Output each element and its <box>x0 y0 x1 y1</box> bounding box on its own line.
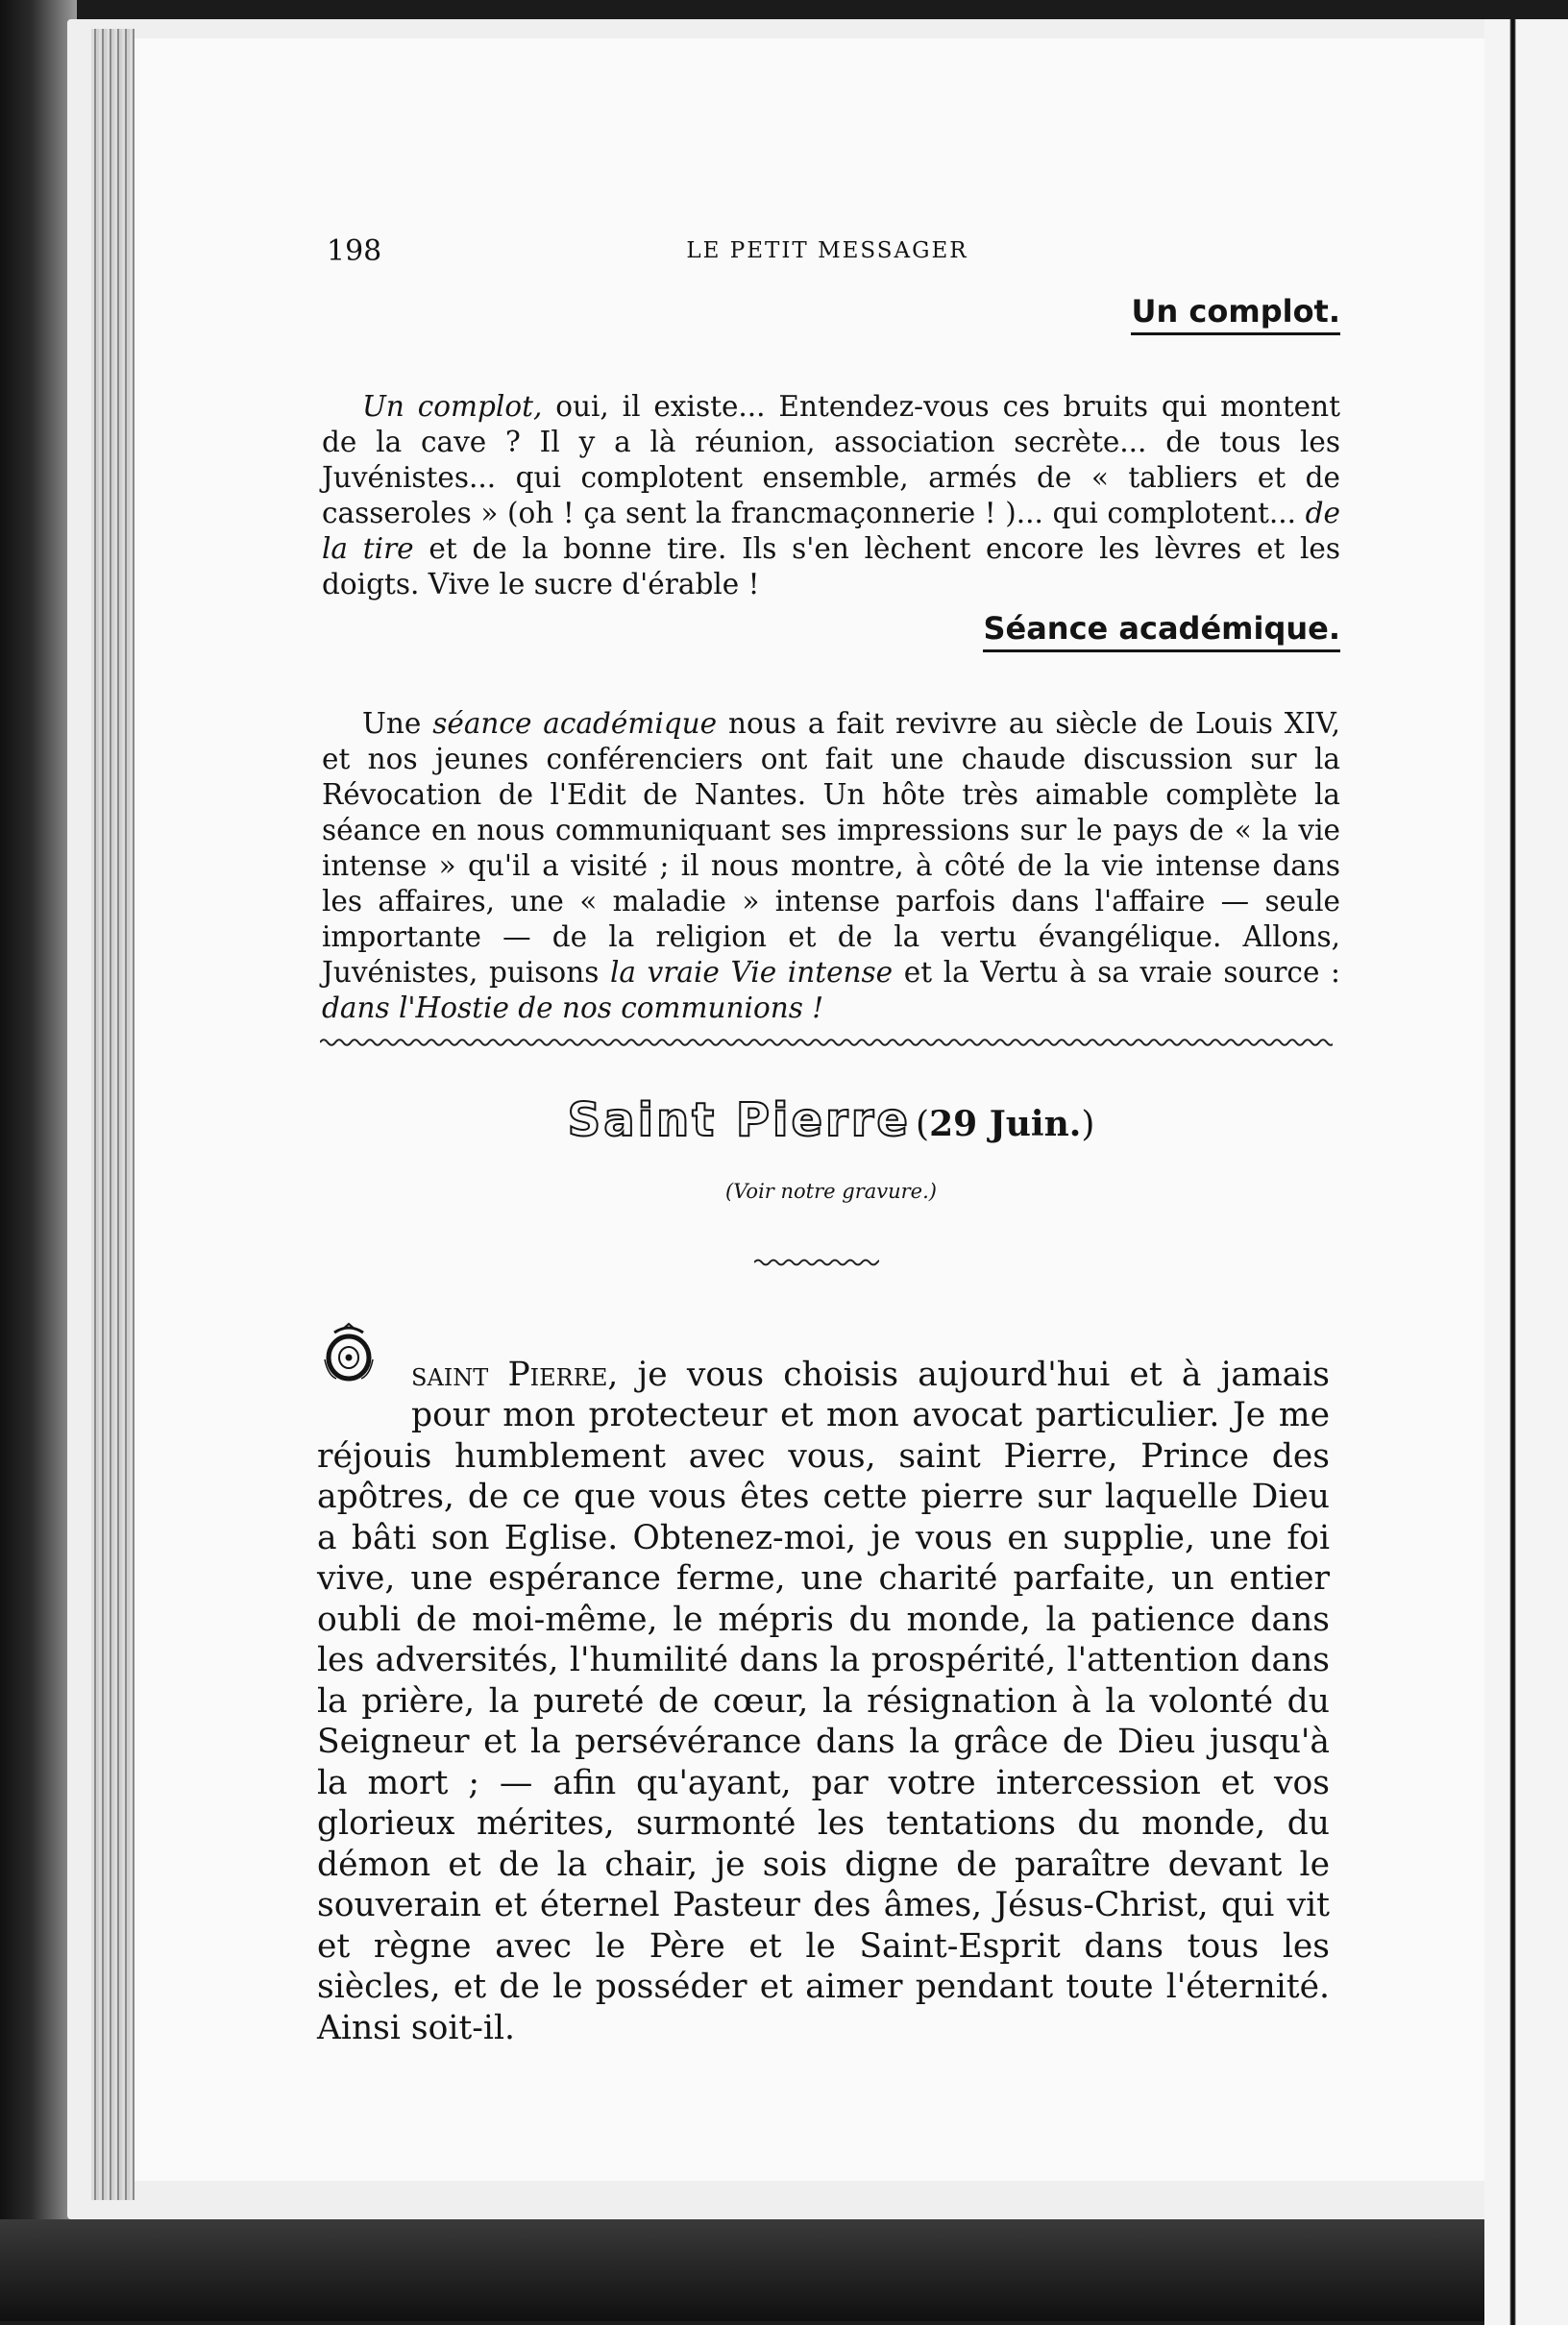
scan-background-left <box>0 0 77 2321</box>
prayer-text <box>317 1355 1330 2049</box>
paragraph <box>322 706 1340 1026</box>
small-wave-ornament <box>754 1257 879 1268</box>
small-caps-lead: saint Pierre <box>411 1355 608 1394</box>
paren: ) <box>1081 1105 1095 1144</box>
italic-phrase: de la tire <box>322 496 1340 565</box>
italic-phrase: dans l'Hostie de nos communions ! <box>322 991 824 1024</box>
engraving-note: (Voir notre gravure.) <box>725 1180 937 1203</box>
text-run: oui, il existe... Entendez-vous ces bruits qui montent de la cave ? Il y a là réunion, association secrète... de tous les Juvénistes... qui complotent ensemble, armés de « tabliers et de casseroles » (oh ! ça sent la francmaçonnerie ! )... qui complotent... <box>322 389 1340 529</box>
section-heading: Un complot. <box>1131 293 1340 335</box>
scan-background-bottom <box>0 2219 1484 2321</box>
italic-phrase: la vraie Vie intense <box>609 955 894 989</box>
wave-divider <box>320 1036 1333 1049</box>
paragraph <box>322 389 1340 602</box>
italic-phrase: séance académique <box>432 706 718 740</box>
feast-date: 29 Juin. <box>929 1104 1082 1144</box>
facing-page-edge <box>1484 19 1568 2325</box>
text-run: nous a fait revivre au siècle de Louis XIV, et nos jeunes conférenciers ont fait une chaude discussion sur la Révocation de l'Edit de Nantes. Un hôte très aimable complète la séance en nous communiquant ses impressions sur le pays de « la vie intense » qu'il a visité ; il nous montre, à côté de la vie intense dans les affaires, une « maladie » intense parfois dans l'affaire — seule importante — de la religion et de la vertu évangélique. Allons, Juvénistes, puisons <box>322 706 1340 989</box>
running-head <box>327 234 1328 273</box>
italic-phrase: Un complot, <box>362 389 543 423</box>
text-run: et de la bonne tire. Ils s'en lèchent encore les lèvres et les doigts. Vive le sucre d'érable ! <box>322 531 1340 600</box>
page-edges <box>91 29 135 2200</box>
saint-name: Saint Pierre <box>567 1093 911 1147</box>
text-run: , je vous choisis aujourd'hui et à jamais pour mon protecteur et mon avocat particulier. Je me réjouis humblement avec vous, saint Pierre, Prince des apôtres, de ce que vous êtes cette pierre sur laquelle Dieu a bâti son Eglise. Obtenez-moi, je vous en supplie, une foi vive, une espérance ferme, une charité parfaite, un entier oubli de moi-même, le mépris du monde, la patience dans les adversités, l'humilité dans la prospérité, l'attention dans la prière, la pureté de cœur, la résignation à la volonté du Seigneur et la persévérance dans la grâce de Dieu jusqu'à la mort ; — afin qu'ayant, par votre intercession et vos glorieux mérites, surmonté les tentations du monde, du démon et de la chair, je sois digne de paraître devant le souverain et éternel Pasteur des âmes, Jésus-Christ, qui vit et règne avec le Père et le Saint-Esprit dans tous les siècles, et de le posséder et aimer pendant toute l'éternité. Ainsi soit-il. <box>317 1355 1330 2047</box>
text-run: et la Vertu à sa vraie source : <box>893 955 1340 989</box>
paren: ( <box>916 1105 930 1144</box>
saint-pierre-title <box>322 1093 1340 1147</box>
section-heading: Séance académique. <box>983 610 1340 652</box>
text-run: Une <box>362 706 433 740</box>
running-title: LE PETIT MESSAGER <box>686 238 968 263</box>
page-number: 198 <box>327 234 382 268</box>
